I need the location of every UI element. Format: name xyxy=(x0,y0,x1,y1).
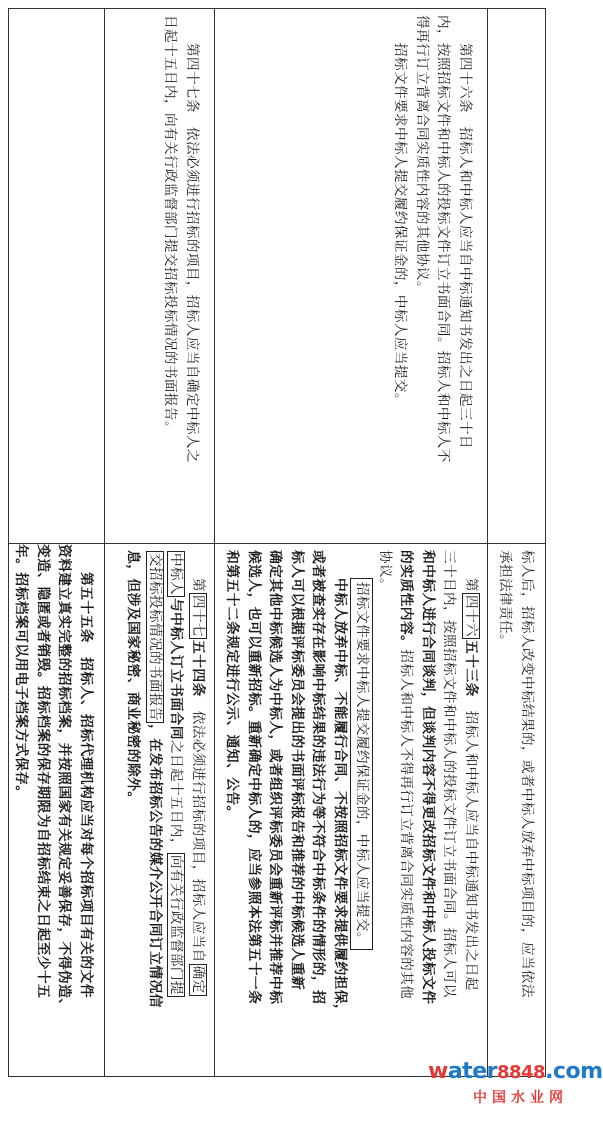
doc-line: 内，按照招标文件和中标人的投标文件订立书面合同。招标人和中标人不 xyxy=(435,15,452,463)
watermark-logo: water8848.com xyxy=(428,1059,603,1084)
deleted-text-box: 交招标投标情况的书面报告 xyxy=(147,553,163,721)
doc-line: 第五十五条 招标人、招标代理机构应当对每个招标项目有关的文件 xyxy=(78,572,94,998)
article-label-prefix: 第 xyxy=(463,578,479,592)
doc-line: 年。招标档案可以用电子档案方式保存。 xyxy=(13,544,30,800)
doc-text: 招标人和中标人应当自中标通知书发出之日起 xyxy=(463,710,479,991)
doc-line: 日起十五日内，向有关行政监督部门提交招标投标情况的书面报告。 xyxy=(162,15,179,435)
watermark-site-name: 中国水业网 xyxy=(473,1090,568,1106)
doc-line: 标人可以根据评标委员会提出的书面评标报告和推荐的中标候选人重新 xyxy=(289,550,305,991)
doc-line xyxy=(144,550,166,1070)
doc-line: 三十日内，按照招标文件和中标人的投标文件订立书面合同。招标人可以 xyxy=(441,550,458,998)
doc-line: 招标文件要求中标人提交履约保证金的，中标人应当提交。 xyxy=(392,43,409,407)
left-cell-empty xyxy=(9,9,105,544)
deleted-text-box: 确定 xyxy=(190,965,206,994)
doc-line: 协议。 xyxy=(377,550,393,592)
doc-line: 和第五十二条规定进行公示、通知、公告。 xyxy=(224,550,241,820)
doc-line: 第四十七条 依法必须进行招标的项目，招标人应当自确定中标人之 xyxy=(184,43,200,463)
doc-line xyxy=(165,550,187,1070)
doc-line: 资料建立真实完整的招标档案，并按照国家有关规定妥善保存，不得伪造、 xyxy=(56,544,73,1013)
deleted-text-box: 四十六 xyxy=(463,595,479,637)
right-cell-article-54 xyxy=(105,544,215,1077)
doc-line: 得再行订立背离合同实质性内容的其他协议。 xyxy=(414,15,430,295)
right-cell-top xyxy=(488,544,546,1077)
doc-line: 变造、隐匿或者销毁。招标档案的保存期限为自招标结束之日起至少十五 xyxy=(35,544,51,999)
comparison-table xyxy=(8,8,546,1077)
left-cell-top xyxy=(488,9,546,544)
deleted-text-box: 中标人 xyxy=(168,553,185,595)
doc-line: 中标人放弃中标、不能履行合同、不按照招标文件要求提供履约担保， xyxy=(332,578,348,1019)
doc-line: 承担法律责任。 xyxy=(497,550,514,648)
doc-text-bold: ，在发布招标公告的媒介公开合同订立情况信 xyxy=(147,723,163,1008)
right-cell-article-55 xyxy=(9,544,105,1077)
site-watermark xyxy=(428,1059,603,1112)
doc-line xyxy=(350,550,374,1070)
doc-text: 招标人和中标人不得再行订立背离合同实质性内容的其他 xyxy=(398,649,415,1000)
doc-text-bold: 与中标人订立书面合同 xyxy=(168,597,185,740)
doc-line: 确定其他中标候选人为中标人，或者组织评标委员会重新评标并推荐中标 xyxy=(267,550,284,1005)
doc-text: 之日起十五日内， xyxy=(168,739,185,852)
doc-line: 和中标人进行合同谈判，但谈判内容不得更改招标文件和中标人投标文件 xyxy=(420,550,436,1005)
doc-text: 依法必须进行招标的项目，招标人应当自 xyxy=(190,710,206,963)
doc-line xyxy=(460,550,482,1070)
deleted-text-box: 向有关行政监督部门提 xyxy=(168,854,185,995)
doc-text-bold: 的实质性内容。 xyxy=(398,550,415,650)
right-cell-article-53 xyxy=(215,544,488,1077)
doc-line: 或者被查实存在影响中标结果的违法行为等不符合中标条件的情形的，招 xyxy=(310,550,327,1005)
article-label-new: 五十三条 xyxy=(463,639,479,697)
left-cell-article-47 xyxy=(105,9,215,544)
article-label-prefix: 第 xyxy=(190,578,206,592)
doc-line xyxy=(187,550,209,1070)
deleted-text-box: 招标文件要求中标人提交履约保证金的，中标人应当提交。 xyxy=(350,578,374,950)
doc-line: 标人后，招标人改变中标结果的，或者中标人放弃中标项目的，应当依法 xyxy=(519,550,535,998)
left-cell-article-46 xyxy=(215,9,488,544)
doc-line: 第四十六条 招标人和中标人应当自中标通知书发出之日起三十日 xyxy=(457,43,473,449)
doc-line: 候选人，也可以重新招标。重新确定中标人的，应当参照本法第五十一条 xyxy=(246,550,262,1005)
doc-line xyxy=(395,550,417,1070)
deleted-text-box: 四十七 xyxy=(190,595,206,637)
doc-line: 息，但涉及国家秘密、商业秘密的除外。 xyxy=(125,550,142,806)
article-label-new: 五十四条 xyxy=(190,639,206,697)
